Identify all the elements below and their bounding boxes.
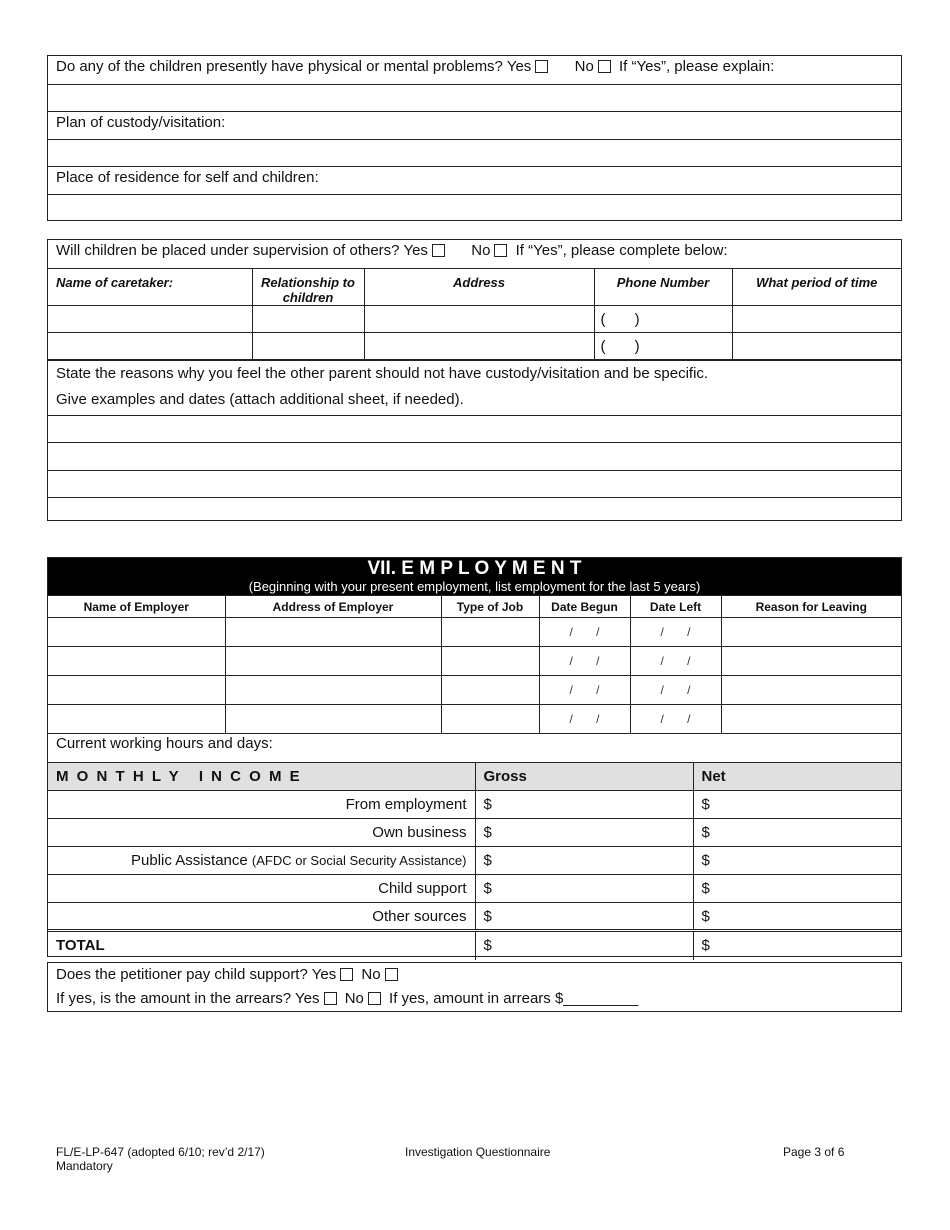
date-begun-cell[interactable]: / / bbox=[539, 705, 630, 734]
address-cell[interactable] bbox=[364, 306, 594, 333]
col-caretaker-name: Name of caretaker: bbox=[48, 269, 252, 306]
income-label: Own business bbox=[48, 819, 475, 847]
income-row-other bbox=[48, 903, 901, 931]
reasons-answer-line[interactable] bbox=[48, 497, 901, 524]
supervision-no-checkbox[interactable] bbox=[494, 244, 507, 257]
income-row-total bbox=[48, 931, 901, 960]
income-row-public-assistance bbox=[48, 847, 901, 875]
child-support-question: Does the petitioner pay child support? bbox=[56, 966, 308, 983]
date-left-cell[interactable]: / / bbox=[630, 618, 721, 647]
reasons-row bbox=[48, 360, 901, 415]
table-row bbox=[48, 676, 901, 705]
problems-no-checkbox[interactable] bbox=[598, 60, 611, 73]
gross-child-support-field[interactable]: $ bbox=[475, 875, 693, 903]
table-row bbox=[48, 647, 901, 676]
arrears-question: If yes, is the amount in the arrears? bbox=[56, 990, 292, 1007]
form-mandatory: Mandatory bbox=[56, 1159, 113, 1173]
caretaker-name-cell[interactable] bbox=[48, 333, 252, 360]
reasons-answer-line[interactable] bbox=[48, 442, 901, 470]
footer-page: Page 3 of 6 bbox=[783, 1145, 845, 1159]
col-date-left: Date Left bbox=[630, 596, 721, 618]
reason-cell[interactable] bbox=[721, 647, 901, 676]
supervision-section bbox=[47, 239, 902, 521]
col-employer-address: Address of Employer bbox=[225, 596, 441, 618]
date-begun-cell[interactable]: / / bbox=[539, 618, 630, 647]
date-left-cell[interactable]: / / bbox=[630, 676, 721, 705]
reasons-line-1: State the reasons why you feel the other parent should not have custody/visitation and be specific. bbox=[56, 365, 709, 382]
gross-employment-field[interactable]: $ bbox=[475, 791, 693, 819]
net-business-field[interactable]: $ bbox=[693, 819, 901, 847]
child-support-row bbox=[56, 963, 901, 987]
residence-label: Place of residence for self and children: bbox=[56, 169, 319, 186]
net-total-field[interactable]: $ bbox=[693, 931, 901, 960]
supervision-no-label: No bbox=[471, 242, 491, 259]
col-reason-leaving: Reason for Leaving bbox=[721, 596, 901, 618]
table-row bbox=[48, 333, 901, 360]
child-support-yes-label: Yes bbox=[311, 966, 337, 983]
employment-section bbox=[47, 557, 902, 957]
col-relationship: Relationship to children bbox=[252, 269, 364, 306]
income-note: (AFDC or Social Security Assistance) bbox=[251, 853, 467, 868]
employer-name-cell[interactable] bbox=[48, 647, 225, 676]
job-type-cell[interactable] bbox=[441, 618, 539, 647]
employer-address-cell[interactable] bbox=[225, 647, 441, 676]
custody-line[interactable] bbox=[48, 139, 901, 166]
caretaker-table bbox=[48, 268, 901, 360]
employer-name-cell[interactable] bbox=[48, 705, 225, 734]
gross-total-field[interactable]: $ bbox=[475, 931, 693, 960]
problems-yes-checkbox[interactable] bbox=[535, 60, 548, 73]
employment-table bbox=[48, 595, 901, 734]
employer-address-cell[interactable] bbox=[225, 676, 441, 705]
relationship-cell[interactable] bbox=[252, 333, 364, 360]
employer-name-cell[interactable] bbox=[48, 618, 225, 647]
income-label: Child support bbox=[48, 875, 475, 903]
employment-title: VII. E M P L O Y M E N T bbox=[367, 558, 582, 579]
gross-assistance-field[interactable]: $ bbox=[475, 847, 693, 875]
working-hours-label: Current working hours and days: bbox=[56, 735, 273, 752]
net-assistance-field[interactable]: $ bbox=[693, 847, 901, 875]
income-row-child-support bbox=[48, 875, 901, 903]
footer-form-id bbox=[56, 1145, 265, 1173]
supervision-question: Will children be placed under supervision of others? bbox=[56, 242, 400, 259]
net-child-support-field[interactable]: $ bbox=[693, 875, 901, 903]
residence-row bbox=[48, 166, 901, 194]
income-label: Other sources bbox=[48, 903, 475, 931]
working-hours-row[interactable] bbox=[48, 734, 901, 762]
footer-title: Investigation Questionnaire bbox=[405, 1145, 551, 1159]
reason-cell[interactable] bbox=[721, 705, 901, 734]
job-type-cell[interactable] bbox=[441, 647, 539, 676]
form-id: FL/E-LP-647 (adopted 6/10; rev’d 2/17) bbox=[56, 1145, 265, 1159]
date-begun-cell[interactable]: / / bbox=[539, 647, 630, 676]
child-support-section bbox=[47, 962, 902, 1012]
arrears-row bbox=[56, 987, 901, 1011]
table-row bbox=[48, 306, 901, 333]
reason-cell[interactable] bbox=[721, 618, 901, 647]
problems-explain: If “Yes”, please explain: bbox=[619, 58, 775, 75]
arrears-no-checkbox[interactable] bbox=[368, 992, 381, 1005]
col-address: Address bbox=[364, 269, 594, 306]
col-date-begun: Date Begun bbox=[539, 596, 630, 618]
problems-question: Do any of the children presently have physical or mental problems? bbox=[56, 58, 503, 75]
col-job-type: Type of Job bbox=[441, 596, 539, 618]
table-row bbox=[48, 618, 901, 647]
reason-cell[interactable] bbox=[721, 676, 901, 705]
gross-business-field[interactable]: $ bbox=[475, 819, 693, 847]
income-title: M O N T H L Y I N C O M E bbox=[48, 763, 475, 791]
arrears-amount[interactable]: If yes, amount in arrears $_________ bbox=[389, 990, 639, 1007]
period-cell[interactable] bbox=[732, 306, 901, 333]
employer-name-cell[interactable] bbox=[48, 676, 225, 705]
arrears-no-label: No bbox=[344, 990, 364, 1007]
reasons-answer-line[interactable] bbox=[48, 415, 901, 442]
phone-cell[interactable]: ( ) bbox=[594, 306, 732, 333]
problems-row bbox=[48, 56, 901, 84]
col-phone: Phone Number bbox=[594, 269, 732, 306]
job-type-cell[interactable] bbox=[441, 676, 539, 705]
phone-cell[interactable]: ( ) bbox=[594, 333, 732, 360]
supervision-row bbox=[48, 240, 901, 268]
job-type-cell[interactable] bbox=[441, 705, 539, 734]
income-label: Public Assistance (AFDC or Social Security Assistance) bbox=[48, 847, 475, 875]
period-cell[interactable] bbox=[732, 333, 901, 360]
children-section bbox=[47, 55, 902, 221]
employer-address-cell[interactable] bbox=[225, 618, 441, 647]
caretaker-name-cell[interactable] bbox=[48, 306, 252, 333]
arrears-yes-label: Yes bbox=[295, 990, 320, 1007]
arrears-yes-checkbox[interactable] bbox=[324, 992, 337, 1005]
net-employment-field[interactable]: $ bbox=[693, 791, 901, 819]
custody-label: Plan of custody/visitation: bbox=[56, 114, 226, 131]
problems-explain-line[interactable] bbox=[48, 84, 901, 111]
income-table bbox=[48, 762, 901, 960]
table-row bbox=[48, 705, 901, 734]
income-row-business bbox=[48, 819, 901, 847]
gross-header: Gross bbox=[475, 763, 693, 791]
residence-line[interactable] bbox=[48, 194, 901, 220]
child-support-no-checkbox[interactable] bbox=[385, 968, 398, 981]
problems-yes-label: Yes bbox=[506, 58, 532, 75]
employment-subtitle: (Beginning with your present employment, list employment for the last 5 years) bbox=[248, 579, 701, 594]
reasons-answer-line[interactable] bbox=[48, 470, 901, 497]
gross-other-field[interactable]: $ bbox=[475, 903, 693, 931]
supervision-yes-label: Yes bbox=[403, 242, 428, 259]
child-support-yes-checkbox[interactable] bbox=[340, 968, 353, 981]
child-support-no-label: No bbox=[361, 966, 381, 983]
total-label: TOTAL bbox=[48, 931, 475, 960]
net-header: Net bbox=[693, 763, 901, 791]
reasons-line-2: Give examples and dates (attach additional sheet, if needed). bbox=[56, 391, 464, 408]
col-employer-name: Name of Employer bbox=[48, 596, 225, 618]
date-left-cell[interactable]: / / bbox=[630, 705, 721, 734]
supervision-complete-below: If “Yes”, please complete below: bbox=[515, 242, 728, 259]
supervision-yes-checkbox[interactable] bbox=[432, 244, 445, 257]
income-label: From employment bbox=[48, 791, 475, 819]
custody-row bbox=[48, 111, 901, 139]
employment-header bbox=[48, 558, 901, 595]
address-cell[interactable] bbox=[364, 333, 594, 360]
employer-address-cell[interactable] bbox=[225, 705, 441, 734]
col-period: What period of time bbox=[732, 269, 901, 306]
date-left-cell[interactable]: / / bbox=[630, 647, 721, 676]
income-row-employment bbox=[48, 791, 901, 819]
net-other-field[interactable]: $ bbox=[693, 903, 901, 931]
date-begun-cell[interactable]: / / bbox=[539, 676, 630, 705]
problems-no-label: No bbox=[574, 58, 594, 75]
relationship-cell[interactable] bbox=[252, 306, 364, 333]
